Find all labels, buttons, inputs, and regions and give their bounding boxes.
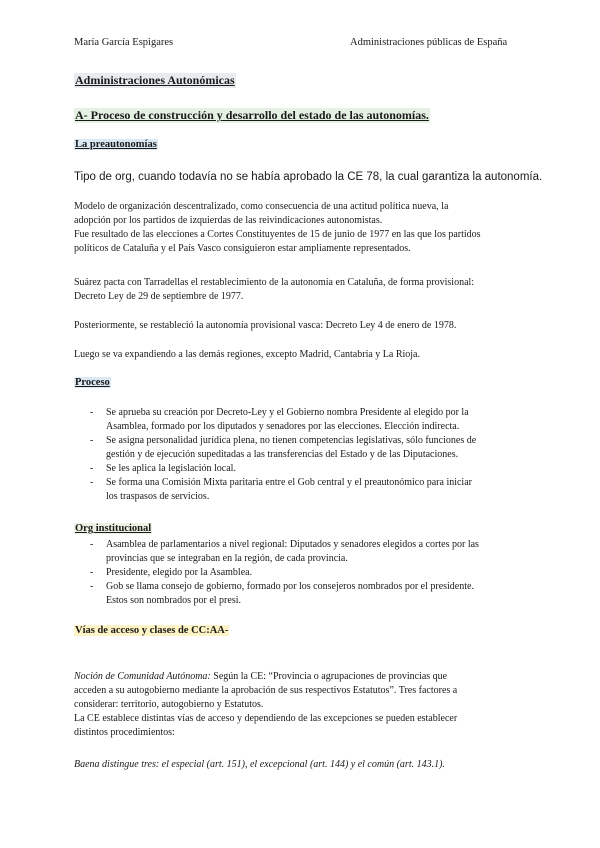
paragraph-line: La CE establece distintas vías de acceso y dependiendo de las excepciones se pueden establecer [74, 713, 458, 724]
header-author: María García Espigares [74, 37, 174, 48]
paragraph-baena: Baena distingue tres: el especial (art. 151), el excepcional (art. 144) y el común (art. 143.1). [74, 759, 445, 770]
paragraph-luego: Luego se va expandiendo a las demás regiones, excepto Madrid, Cantabria y La Rioja. [74, 349, 420, 360]
paragraph-line: políticos de Cataluña y el País Vasco consiguieron estar ampliamente representados. [74, 243, 411, 254]
paragraph-line: Fue resultado de las elecciones a Cortes Constituyentes de 15 de junio de 1977 en las que los partidos [74, 229, 481, 240]
paragraph-line: Suárez pacta con Tarradellas el restablecimiento de la autonomía en Cataluña, de forma provisional: [74, 277, 475, 288]
nocion-label: Noción de Comunidad Autónoma: [74, 671, 211, 682]
paragraph-line: adopción por los partidos de izquierdas de las reivindicaciones autonomistas. [74, 215, 383, 226]
org-list [90, 538, 530, 608]
paragraph-line: distintos procedimientos: [74, 727, 175, 738]
paragraph-line: Modelo de organización descentralizado, como consecuencia de una actitud política nueva, la [74, 201, 449, 212]
paragraph-posteriormente: Posteriormente, se restableció la autonomía provisional vasca: Decreto Ley 4 de enero de 1978. [74, 320, 457, 331]
list-item: - Se les aplica la legislación local. [90, 463, 236, 474]
vias-acceso-heading: Vías de acceso y clases de CC:AA- [75, 625, 229, 636]
paragraph-line: acceden a su autogobierno mediante la aprobación de sus respectivos Estatutos”. Tres factores a [74, 685, 458, 696]
org-institucional-heading: Org institucional [75, 523, 152, 534]
preautonomias-heading: La preautonomías [75, 139, 157, 150]
paragraph-line: considerar: territorio, autogobierno y Estatutos. [74, 699, 264, 710]
list-item: - Asamblea de parlamentarios a nivel regional: Diputados y senadores elegidos a cortes por las provincias que se integraban en la región, de cada provincia. [90, 539, 479, 564]
paragraph-modelo [74, 200, 534, 256]
list-item: - Gob se llama consejo de gobierno, formado por los consejeros nombrados por el presidente. Estos son nombrados por el presi. [90, 581, 474, 606]
proceso-list [90, 406, 530, 504]
list-item: - Se aprueba su creación por Decreto-Ley y el Gobierno nombra Presidente al elegido por la Asamblea, formado por los diputados y senadores por las elecciones. Elección indirecta. [90, 407, 469, 432]
document-title: Administraciones Autonómicas [75, 73, 235, 87]
header-subject: Administraciones públicas de España [350, 37, 508, 48]
list-item: - Presidente, elegido por la Asamblea. [90, 567, 253, 578]
list-item: - Se forma una Comisión Mixta paritaria entre el Gob central y el preautonómico para iniciar los traspasos de servicios. [90, 477, 472, 502]
proceso-heading: Proceso [75, 377, 110, 388]
list-item: - Se asigna personalidad jurídica plena, no tienen competencias legislativas, sólo funciones de gestión y de ejecución supeditadas a las transferencias del Estado y de las Diputaciones. [90, 435, 477, 460]
paragraph-line: Decreto Ley de 29 de septiembre de 1977. [74, 291, 244, 302]
section-a-heading: A- Proceso de construcción y desarrollo del estado de las autonomías. [75, 108, 429, 122]
preautonomias-lead: Tipo de org, cuando todavía no se había aprobado la CE 78, la cual garantiza la autonomía. [74, 171, 543, 183]
paragraph-suarez [74, 276, 534, 304]
paragraph-nocion: Noción de Comunidad Autónoma: Según la CE: “Provincia o agrupaciones de provincias que acceden a su autogobierno mediante la aprobación de sus respectivos Estatutos”. Tres factores a considerar: territorio, autogobierno y Estatutos. La CE establece distintas vías de acceso y dependiendo de las excepciones se pueden establecer distintos procedimientos: [74, 670, 534, 740]
